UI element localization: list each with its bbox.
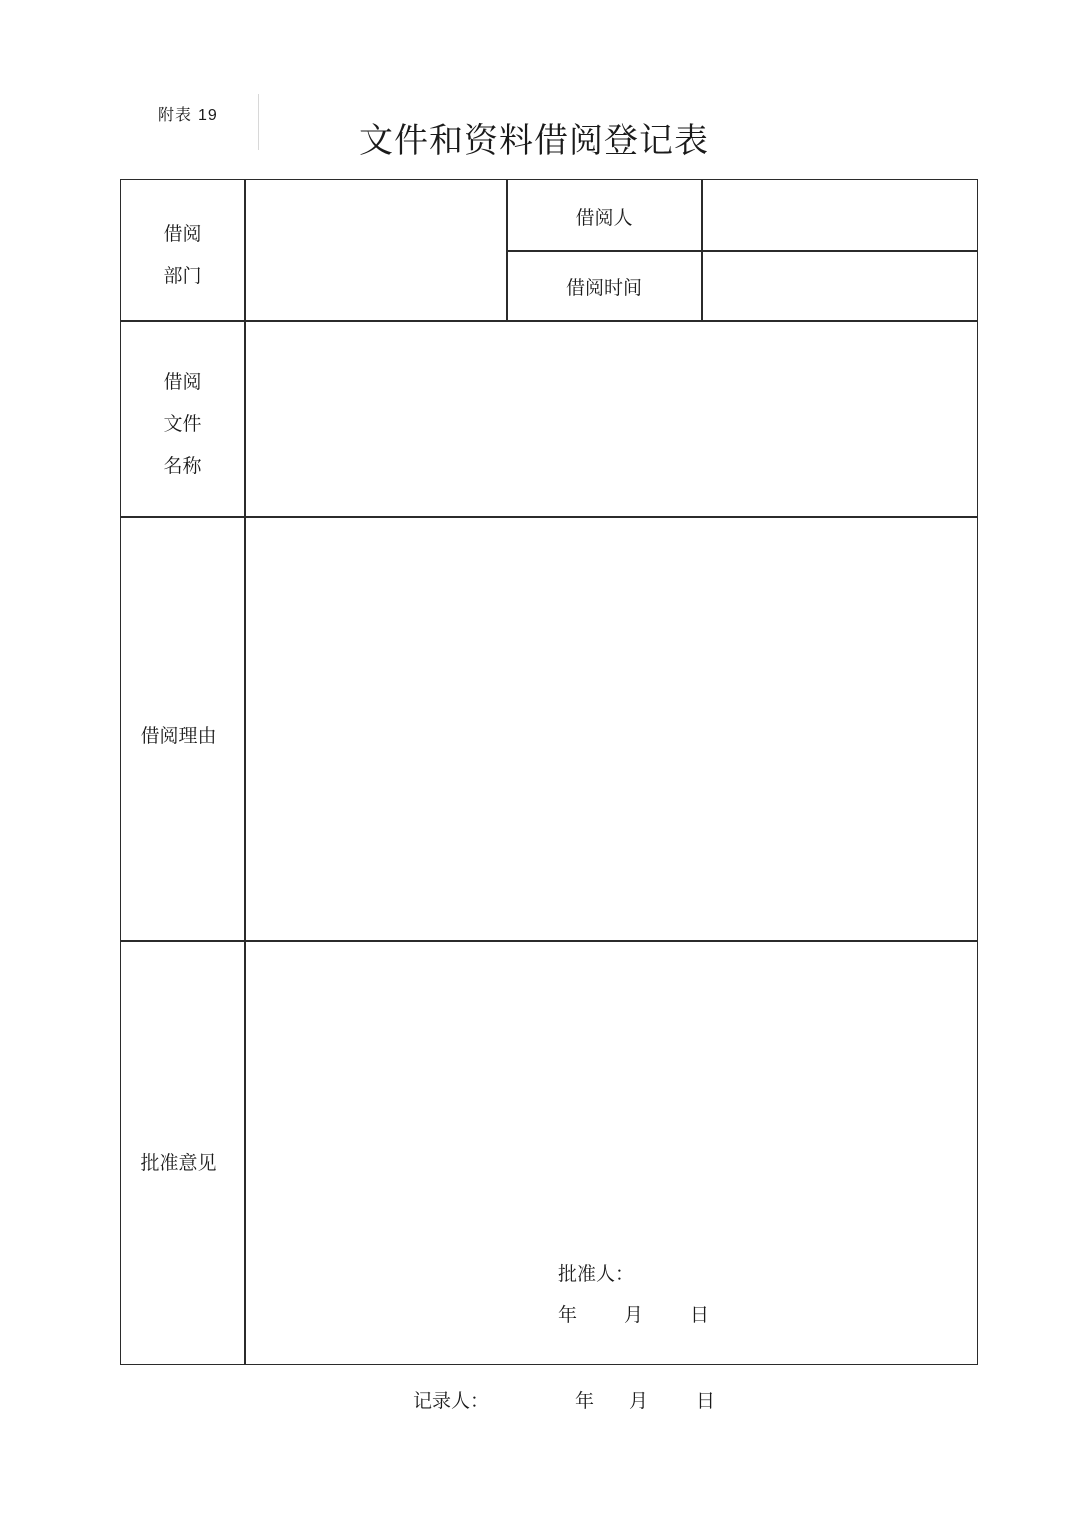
page-title xyxy=(0,113,1080,162)
borrow-dept-label-line2: 部门 xyxy=(163,265,202,287)
borrow-dept-label-line1: 借阅 xyxy=(163,223,202,245)
approval-label: 批准意见 xyxy=(140,1152,217,1174)
dept-column-divider xyxy=(506,180,508,320)
approver-label: 批准人： xyxy=(558,1263,635,1285)
file-name-field[interactable] xyxy=(246,322,977,515)
borrow-register-form xyxy=(120,179,978,1365)
borrow-dept-field[interactable] xyxy=(246,180,505,319)
reason-field[interactable] xyxy=(246,518,977,939)
file-name-label-line1: 借阅 xyxy=(163,371,202,393)
recorder-label: 记录人： xyxy=(413,1390,490,1412)
appendix-prefix: 附表 xyxy=(158,105,193,124)
approval-field[interactable] xyxy=(246,942,977,1362)
appendix-number: 19 xyxy=(198,107,218,124)
record-month: 月 xyxy=(629,1390,649,1412)
borrower-field[interactable] xyxy=(703,180,977,249)
page-title-text: 文件和资料借阅登记表 xyxy=(359,121,709,161)
approval-month: 月 xyxy=(624,1304,644,1326)
borrow-time-field[interactable] xyxy=(703,252,977,319)
record-day: 日 xyxy=(696,1390,716,1412)
borrow-dept-label xyxy=(121,213,244,297)
record-year: 年 xyxy=(575,1390,595,1412)
approval-day: 日 xyxy=(690,1304,710,1326)
reason-label: 借阅理由 xyxy=(140,725,217,747)
borrow-time-label: 借阅时间 xyxy=(565,277,642,299)
file-name-label-line3: 名称 xyxy=(163,455,202,477)
file-name-label xyxy=(121,361,244,487)
borrower-label: 借阅人 xyxy=(575,207,633,229)
file-name-label-line2: 文件 xyxy=(163,413,202,435)
approval-year: 年 xyxy=(558,1304,578,1326)
